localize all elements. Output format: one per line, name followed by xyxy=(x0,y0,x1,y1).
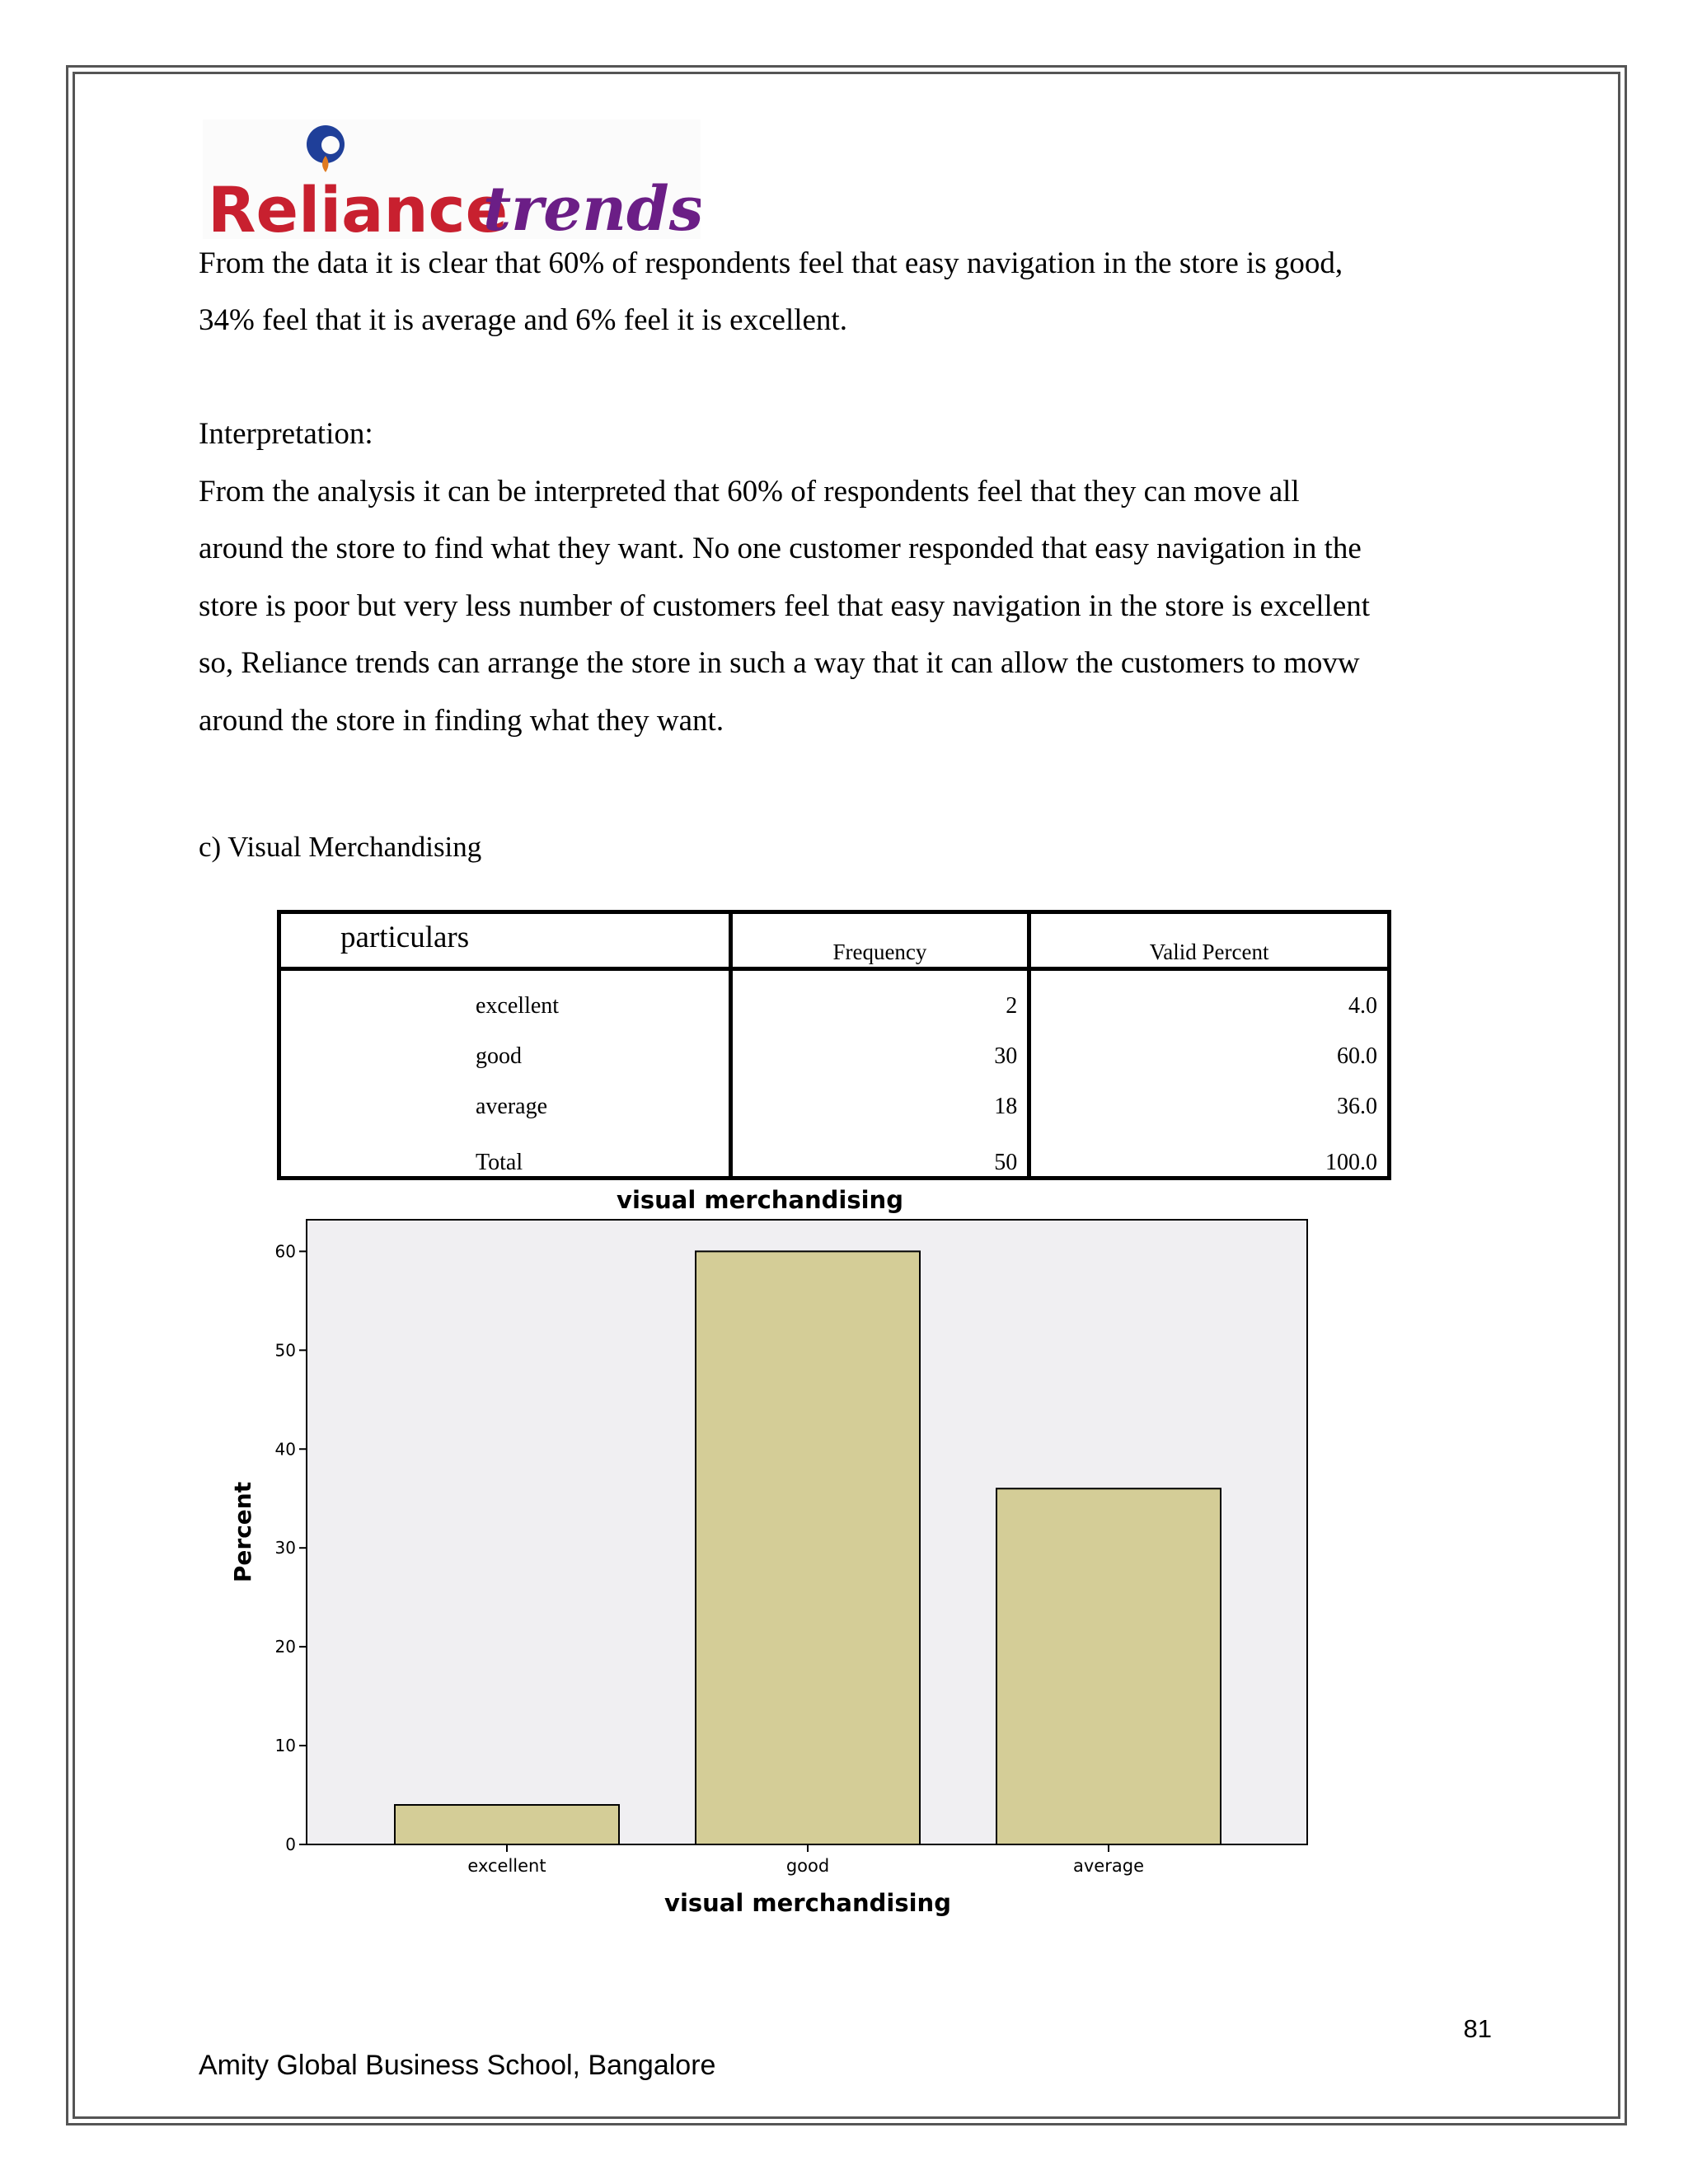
row-frequency: 30 xyxy=(730,1031,1029,1081)
y-tick-label: 50 xyxy=(274,1340,296,1361)
intro-line-1: From the data it is clear that 60% of respondents feel that easy navigation in the store is good, xyxy=(199,246,1343,280)
bar-chart-svg xyxy=(216,1177,1337,1924)
footer-text: Amity Global Business School, Bangalore xyxy=(199,2050,716,2081)
row-percent: 100.0 xyxy=(1029,1132,1390,1179)
logo-text-reliance: Reliance xyxy=(208,173,509,239)
row-frequency: 18 xyxy=(730,1081,1029,1132)
row-percent: 4.0 xyxy=(1029,969,1390,1032)
interpretation-line-2: around the store to find what they want. No one customer responded that easy navigation in the xyxy=(199,532,1362,565)
interpretation-line-4: so, Reliance trends can arrange the store in such a way that it can allow the customers to movw xyxy=(199,646,1360,680)
y-tick-label: 30 xyxy=(274,1538,296,1558)
row-percent: 60.0 xyxy=(1029,1031,1390,1081)
bar xyxy=(696,1251,920,1844)
row-frequency: 50 xyxy=(730,1132,1029,1179)
table-row xyxy=(279,969,1390,1032)
logo-text-trends: trends xyxy=(483,174,701,239)
interpretation-line-3: store is poor but very less number of customers feel that easy navigation in the store is excellent xyxy=(199,589,1371,623)
y-tick-label: 40 xyxy=(274,1439,296,1460)
table-row-total xyxy=(279,1132,1390,1179)
x-axis xyxy=(467,1844,1144,1876)
row-percent: 36.0 xyxy=(1029,1081,1390,1132)
table-row xyxy=(279,1081,1390,1132)
frequency-table xyxy=(277,910,1391,1180)
x-tick-label: average xyxy=(1073,1856,1144,1876)
x-axis-label: visual merchandising xyxy=(664,1889,951,1917)
y-tick-label: 10 xyxy=(274,1736,296,1756)
header-frequency: Frequency xyxy=(730,912,1029,969)
section-title: c) Visual Merchandising xyxy=(199,831,482,863)
y-tick-label: 0 xyxy=(285,1835,296,1854)
y-tick-label: 20 xyxy=(274,1637,296,1657)
row-label: Total xyxy=(279,1132,731,1179)
interpretation-line-1: From the analysis it can be interpreted that 60% of respondents feel that they can move all xyxy=(199,475,1300,509)
bar xyxy=(996,1488,1221,1844)
intro-line-2: 34% feel that it is average and 6% feel it is excellent. xyxy=(199,303,847,337)
table-row xyxy=(279,1031,1390,1081)
reliance-trends-logo xyxy=(203,120,701,239)
y-axis-label: Percent xyxy=(229,1481,256,1583)
page-number: 81 xyxy=(1463,2014,1492,2043)
bar xyxy=(395,1805,619,1844)
chart-title: visual merchandising xyxy=(617,1186,903,1214)
header-particulars: particulars xyxy=(279,912,731,969)
bar-chart xyxy=(216,1177,1337,1928)
table-header-row xyxy=(279,912,1390,969)
row-label: average xyxy=(279,1081,731,1132)
interpretation-heading: Interpretation: xyxy=(199,417,373,451)
row-frequency: 2 xyxy=(730,969,1029,1032)
x-tick-label: excellent xyxy=(467,1856,546,1876)
row-label: excellent xyxy=(279,969,731,1032)
x-tick-label: good xyxy=(785,1856,830,1876)
y-axis xyxy=(275,1241,307,1854)
interpretation-line-5: around the store in finding what they want. xyxy=(199,704,724,738)
row-label: good xyxy=(279,1031,731,1081)
header-valid-percent: Valid Percent xyxy=(1029,912,1390,969)
y-tick-label: 60 xyxy=(274,1241,296,1262)
